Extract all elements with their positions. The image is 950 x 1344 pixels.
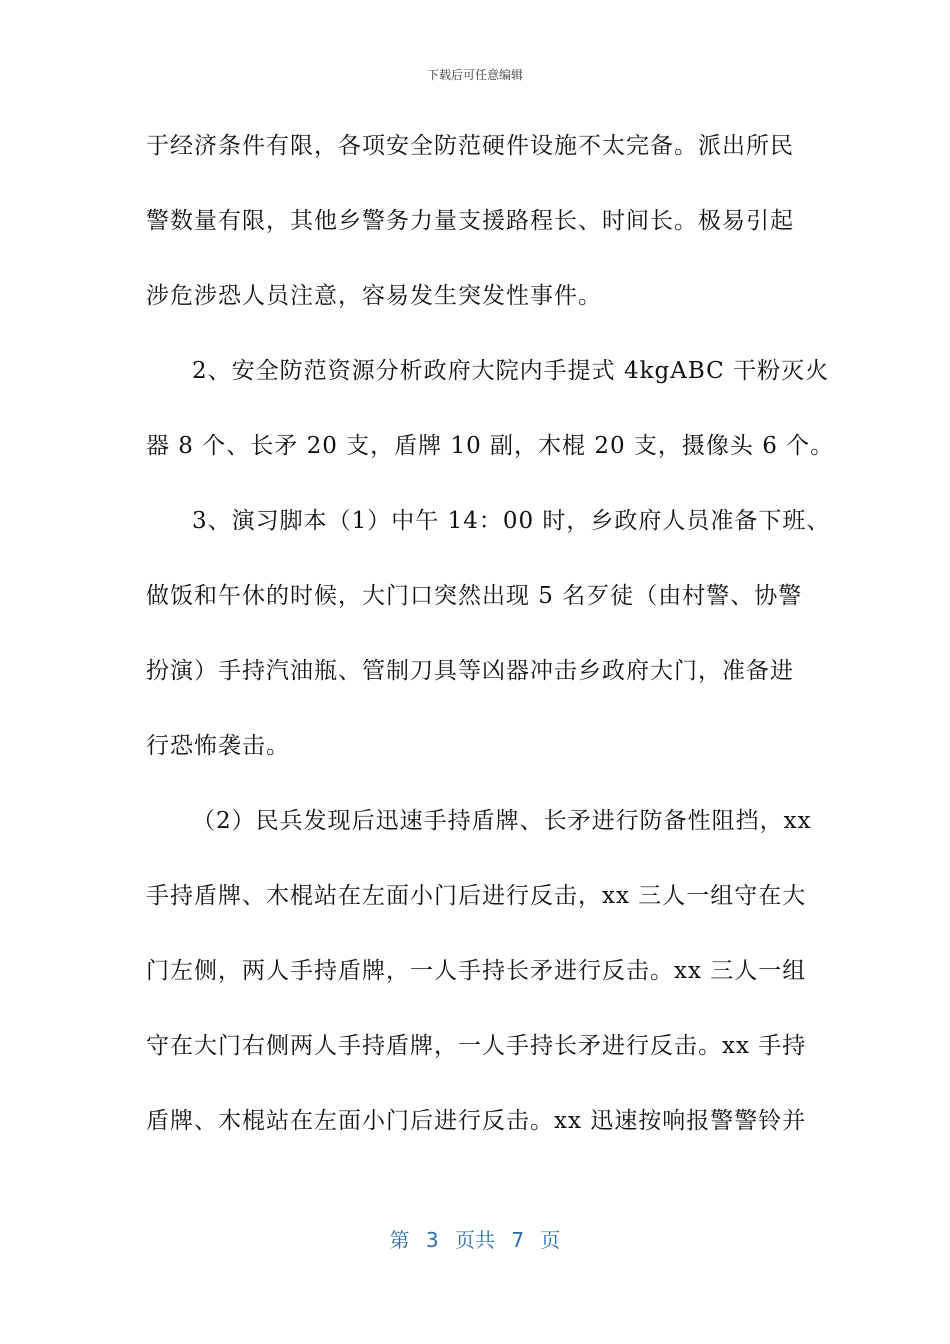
text-line: 于经济条件有限，各项安全防范硬件设施不太完备。派出所民 [146,133,794,159]
text-line: 盾牌、木棍站在左面小门后进行反击。xx 迅速按响报警警铃并 [146,1108,807,1134]
document-body [146,122,835,1172]
text-line: （2）民兵发现后迅速手持盾牌、长矛进行防备性阻挡，xx [192,808,812,834]
page-number-footer: 第 3 页共 7 页 [389,1228,561,1252]
text-line: 手持盾牌、木棍站在左面小门后进行反击，xx 三人一组守在大 [146,883,807,909]
text-line: 扮演）手持汽油瓶、管制刀具等凶器冲击乡政府大门，准备进 [146,658,794,684]
text-line: 做饭和午休的时候，大门口突然出现 5 名歹徒（由村警、协警 [146,583,803,609]
text-line: 守在大门右侧两人手持盾牌，一人手持长矛进行反击。xx 手持 [146,1033,807,1059]
text-line: 2、安全防范资源分析政府大院内手提式 4kgABC 干粉灭火 [192,358,830,384]
text-line: 器 8 个、长矛 20 支，盾牌 10 副，木棍 20 支，摄像头 6 个。 [146,433,835,459]
text-line: 行恐怖袭击。 [146,733,290,759]
page-header: 下载后可任意编辑 [426,68,523,82]
text-line: 3、演习脚本（1）中午 14：00 时，乡政府人员准备下班、 [192,508,831,534]
text-line: 警数量有限，其他乡警务力量支援路程长、时间长。极易引起 [146,208,794,234]
text-line: 涉危涉恐人员注意，容易发生突发性事件。 [146,283,602,309]
text-line: 门左侧，两人手持盾牌，一人手持长矛进行反击。xx 三人一组 [146,958,807,984]
